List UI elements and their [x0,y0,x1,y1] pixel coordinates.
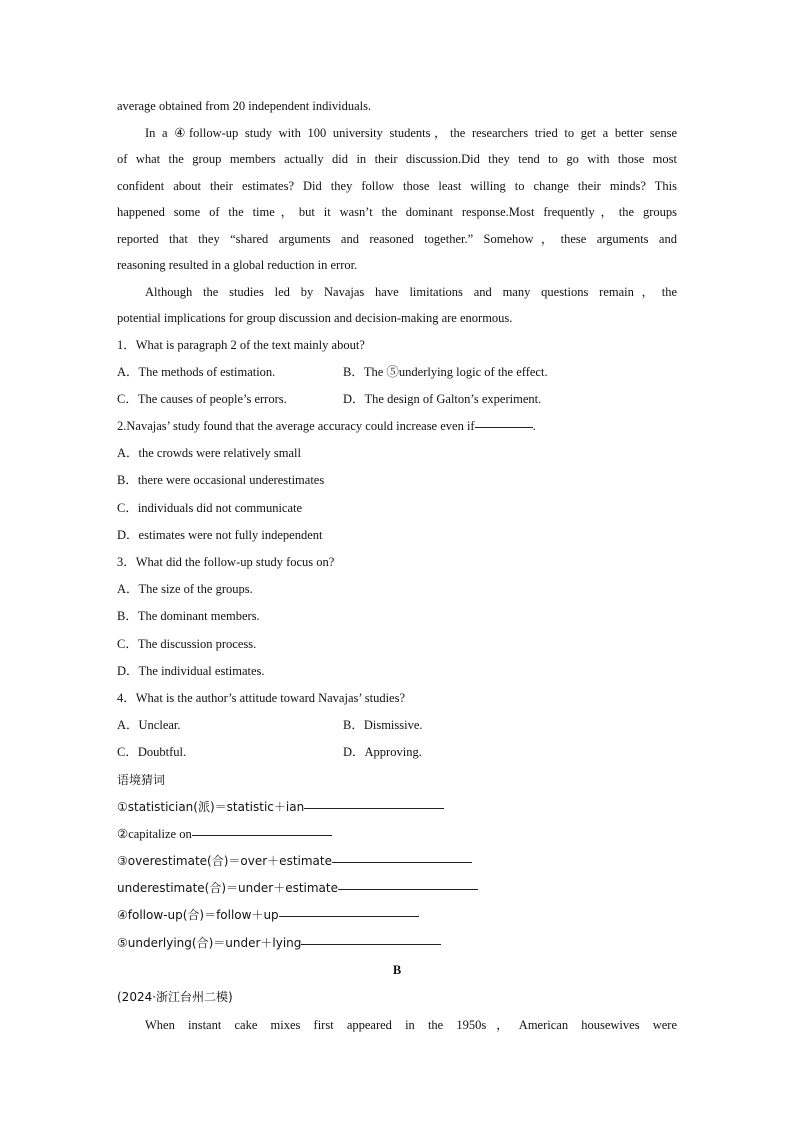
question-3 [117,549,677,685]
passage-line: When instant cake mixes first appeared in the 1950s，American housewives were [145,1018,677,1033]
vocab-section [117,767,677,957]
option-c: C．The discussion process. [117,636,257,651]
question-1 [117,332,677,414]
option-c: C．The causes of people’s errors. [117,391,287,406]
passage-line: potential implications for group discussion and decision-making are enormous. [117,311,513,325]
option-a: A．the crowds were relatively small [117,446,301,461]
option-b: B．The dominant members. [117,609,260,624]
answer-blank [279,902,419,917]
question-stem: 3．What did the follow-up study focus on? [117,555,335,569]
option-a: A．The size of the groups. [117,582,253,597]
question-stem: 4．What is the author’s attitude toward Navajas’ studies? [117,690,406,705]
passage-text [117,93,677,332]
vocab-item: ③overestimate(合)＝over＋estimate [117,848,677,875]
vocab-item: underestimate(合)＝under＋estimate [117,875,677,902]
vocab-item: ⑤underlying(合)＝under＋lying [117,930,677,957]
passage-line: Although the studies led by Navajas have limitations and many questions remain，the [145,284,677,299]
passage-line: reasoning resulted in a global reduction in error. [117,258,358,272]
option-b: B．Dismissive. [343,718,423,733]
option-d: D．The individual estimates. [117,663,265,678]
option-c: C．individuals did not communicate [117,500,303,515]
passage-line: In a ④follow-up study with 100 university students，the researchers tried to get a better sense [145,125,677,140]
option-b: B．there were occasional underestimates [117,473,325,488]
passage-line: of what the group members actually did in their discussion.Did they tend to go with those most [117,152,677,166]
vocab-item: ①statistician(派)＝statistic＋ian [117,794,677,821]
answer-blank [192,821,332,836]
vocab-heading: 语境猜词 [117,772,166,787]
answer-blank [301,930,441,945]
section-label: B [392,962,402,977]
question-2 [117,413,677,549]
vocab-item: ④follow-up(合)＝follow＋up [117,902,677,929]
vocab-item: ②capitalize on [117,821,677,848]
option-d: D．Approving. [343,745,422,760]
option-c: C．Doubtful. [117,745,187,760]
passage-line: confident about their estimates? Did they follow those least willing to change their minds? This [117,178,677,193]
option-a: A．Unclear. [117,718,181,733]
question-4 [117,685,677,767]
question-stem: 1．What is paragraph 2 of the text mainly about? [117,337,365,352]
answer-blank [332,848,472,863]
option-d: D．The design of Galton’s experiment. [343,391,542,406]
document-page [117,93,677,1039]
source-note: (2024·浙江台州二模) [117,990,233,1004]
option-d: D．estimates were not fully independent [117,527,323,542]
passage-line: reported that they “shared arguments and reasoned together.” Somehow，these arguments and [117,231,677,246]
passage-line: happened some of the time，but it wasn’t the dominant response.Most frequently，the groups [117,205,677,219]
passage-line: average obtained from 20 independent individuals. [117,99,372,113]
option-a: A．The methods of estimation. [117,364,276,379]
section-b [117,957,677,1039]
option-b: B．The ⑤underlying logic of the effect. [343,364,548,379]
answer-blank [338,875,478,890]
answer-blank [304,794,444,809]
answer-blank [475,413,533,428]
question-stem: 2.Navajas’ study found that the average accuracy could increase even if . [117,413,677,440]
